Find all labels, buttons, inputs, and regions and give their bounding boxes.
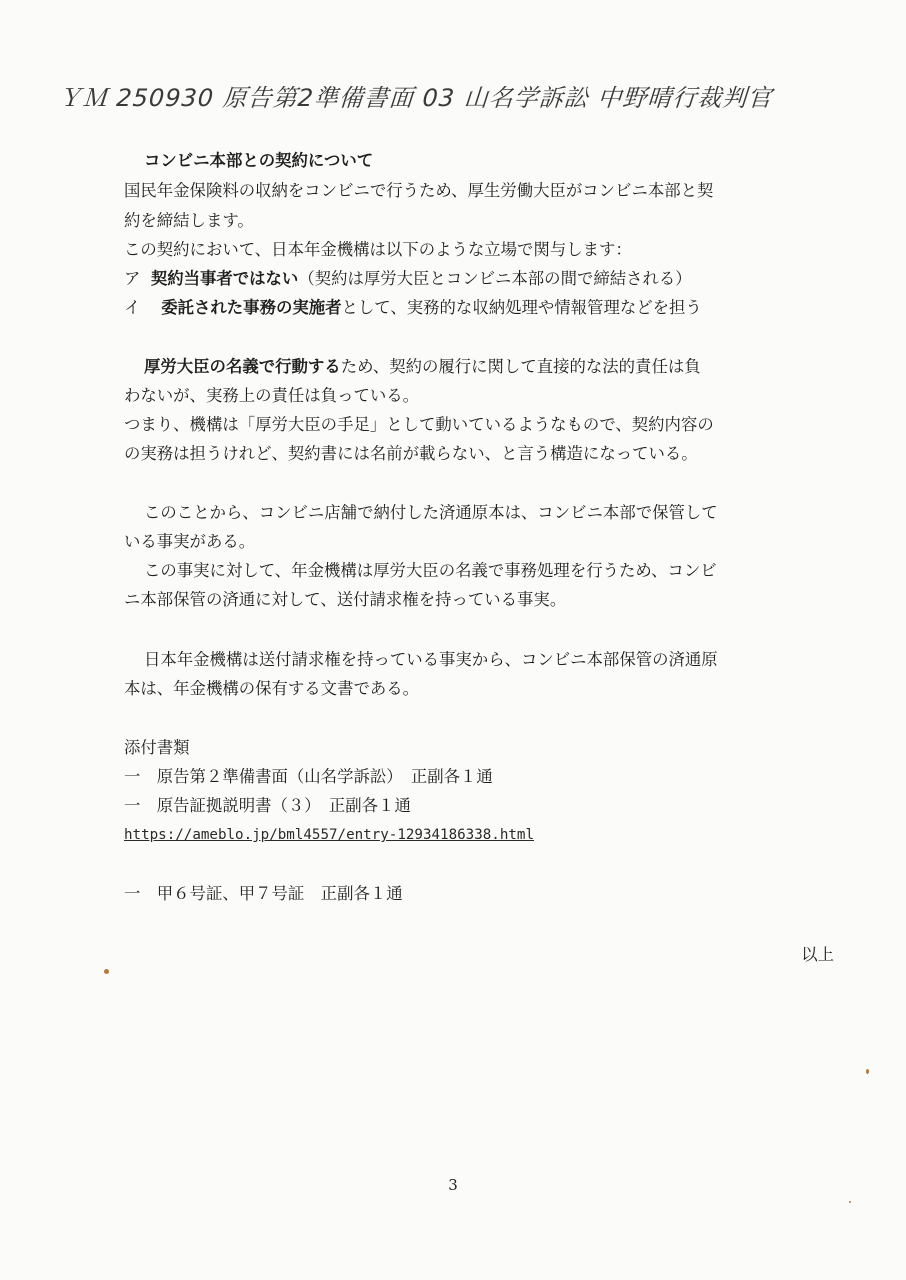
paragraph-line: いる事実がある。 xyxy=(124,532,256,551)
paragraph-line: この事実に対して、年金機構は厚労大臣の名義で事務処理を行うため、コンビ xyxy=(144,561,717,580)
paragraph-line xyxy=(124,357,701,377)
list-item-bold: 契約当事者ではない xyxy=(150,269,299,288)
paragraph-line: 国民年金保険料の収納をコンビニで行うため、厚生労働大臣がコンビニ本部と契 xyxy=(124,181,714,200)
attachment-url-link[interactable]: https://ameblo.jp/bml4557/entry-12934186338.html xyxy=(124,827,534,843)
paragraph-line: つまり、機構は「厚労大臣の手足」として動いているようなもので、契約内容の xyxy=(124,415,714,434)
paragraph-text: ため、契約の履行に関して直接的な法的責任は負 xyxy=(340,357,701,376)
scan-speck xyxy=(849,1201,851,1203)
attachment-item: 一 原告証拠説明書（３） 正副各１通 xyxy=(124,796,411,815)
paragraph-line: このことから、コンビニ店舗で納付した済通原本は、コンビニ本部で保管して xyxy=(144,503,718,522)
paragraph-line: 約を締結します。 xyxy=(124,211,254,230)
list-marker: イ xyxy=(124,298,141,317)
list-item-text: として、実務的な収納処理や情報管理などを担う xyxy=(341,298,702,317)
paragraph-line: ニ本部保管の済通に対して、送付請求権を持っている事実。 xyxy=(124,590,567,609)
paragraph-line: わないが、実務上の責任は負っている。 xyxy=(124,386,420,405)
scan-speck xyxy=(104,969,109,974)
attachment-item: 一 甲６号証、甲７号証 正副各１通 xyxy=(124,884,403,903)
section-title: コンビニ本部との契約について xyxy=(144,151,374,170)
attachments-heading: 添付書類 xyxy=(124,738,190,757)
closing-mark: 以上 xyxy=(801,945,834,964)
paragraph-line: の実務は担うけれど、契約書には名前が載らない、と言う構造になっている。 xyxy=(124,444,698,463)
page-number: 3 xyxy=(448,1176,458,1194)
list-item-i xyxy=(124,298,702,318)
scan-speck xyxy=(866,1069,869,1074)
paragraph-line: この契約において、日本年金機構は以下のような立場で関与します： xyxy=(124,240,632,259)
emphasis-text: 厚労大臣の名義で行動する xyxy=(144,357,341,376)
list-item-bold: 委託された事務の実施者 xyxy=(161,298,342,317)
list-item-text: （契約は厚労大臣とコンビニ本部の間で締結される） xyxy=(298,269,692,288)
paragraph-line: 本は、年金機構の保有する文書である。 xyxy=(124,679,420,698)
paragraph-line: 日本年金機構は送付請求権を持っている事実から、コンビニ本部保管の済通原 xyxy=(144,650,718,669)
list-item-a xyxy=(124,269,692,289)
list-marker: ア xyxy=(124,269,141,288)
handwritten-header-note: ＹＭ 250930 原告第2準備書面 03 山名学訴訟 中野晴行裁判官 xyxy=(56,84,774,112)
attachment-item: 一 原告第２準備書面（山名学訴訟） 正副各１通 xyxy=(124,767,493,786)
